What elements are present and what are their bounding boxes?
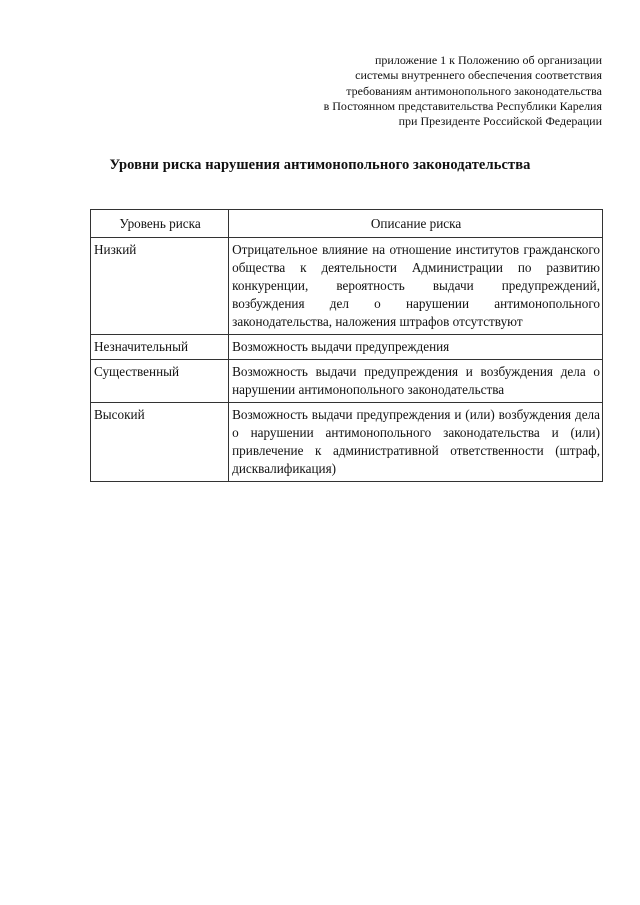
- table-header-row: [91, 210, 603, 238]
- table-row: [91, 238, 603, 335]
- annex-line: в Постоянном представительства Республики Карелия: [323, 98, 602, 113]
- risk-description-cell: Возможность выдачи предупреждения и возбуждения дела о нарушении антимонопольного законодательства: [229, 360, 603, 403]
- risk-description-cell: Возможность выдачи предупреждения: [229, 335, 603, 360]
- annex-reference: [242, 53, 602, 129]
- header-risk-level: Уровень риска: [91, 210, 229, 238]
- risk-levels-table: [90, 209, 603, 482]
- annex-line: при Президенте Российской Федерации: [398, 114, 602, 129]
- annex-line: приложение 1 к Положению об организации: [375, 53, 602, 67]
- table-row: [91, 403, 603, 482]
- risk-level-cell: Незначительный: [91, 335, 229, 360]
- risk-level-cell: Существенный: [91, 360, 229, 403]
- document-title: Уровни риска нарушения антимонопольного законодательства: [109, 157, 531, 173]
- header-risk-description: Описание риска: [229, 210, 603, 238]
- risk-description-cell: Возможность выдачи предупреждения и (или) возбуждения дела о нарушении антимонопольного законодательства и (или) привлечение к административной ответственности (штраф, дисквалификация): [229, 403, 603, 482]
- annex-line: системы внутреннего обеспечения соответствия: [355, 68, 602, 83]
- annex-line: требованиям антимонопольного законодательства: [346, 83, 602, 98]
- risk-level-cell: Высокий: [91, 403, 229, 482]
- table-row: [91, 335, 603, 360]
- table-row: [91, 360, 603, 403]
- risk-level-cell: Низкий: [91, 238, 229, 335]
- risk-description-cell: Отрицательное влияние на отношение институтов гражданского общества к деятельности Администрации по развитию конкуренции, вероятность выдачи предупреждений, возбуждения дел о нарушении антимонопольного законодательства, наложения штрафов отсутствуют: [229, 238, 603, 335]
